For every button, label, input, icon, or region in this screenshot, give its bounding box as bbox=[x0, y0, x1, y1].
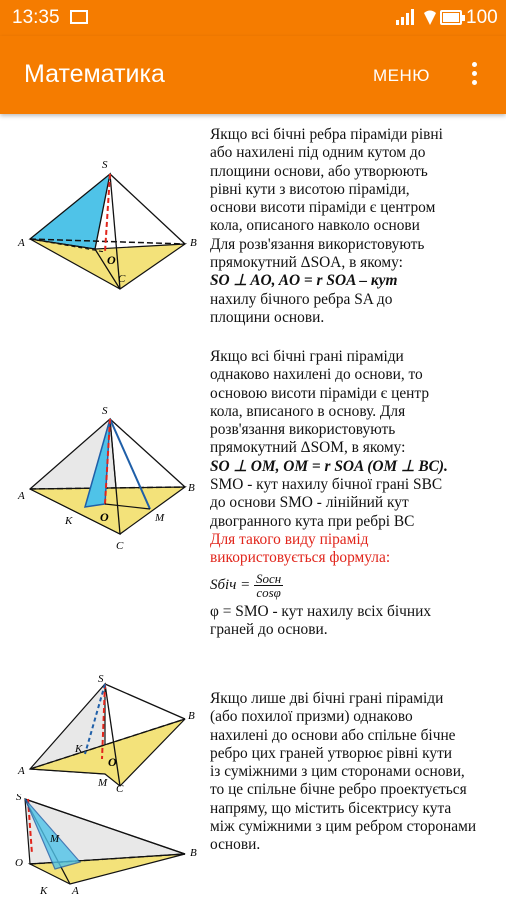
menu-button[interactable]: МЕНЮ bbox=[373, 66, 430, 85]
label-A: A bbox=[18, 765, 25, 777]
status-bar bbox=[0, 0, 506, 36]
label-S: S bbox=[102, 159, 108, 171]
label-A: A bbox=[18, 490, 25, 502]
label-K: K bbox=[75, 743, 83, 755]
label-S: S bbox=[16, 794, 22, 803]
label-S: S bbox=[102, 405, 108, 417]
label-K: K bbox=[65, 515, 73, 527]
status-time: 13:35 bbox=[12, 7, 60, 28]
text-block-3: Якщо лише дві бічні грані піраміди (або похилої призми) однаково нахилені до основи або спільне бічне ребро цих граней утворює рівні кути із суміжними з цим сторонами основи, то це спільне бічне ребро проектується напряму, що містить бісектрису кута між суміжними з цим ребром сторонами основи. bbox=[210, 690, 477, 854]
area-formula: Sбіч = $\frac{\text{Sосн}}{\cos\varphi}$ bbox=[210, 570, 282, 600]
label-A: A bbox=[18, 237, 25, 249]
more-options-icon[interactable] bbox=[470, 62, 478, 88]
label-O: O bbox=[100, 510, 109, 524]
label-C: C bbox=[116, 540, 124, 552]
label-B: B bbox=[188, 710, 195, 722]
pyramid-figure-3 bbox=[10, 674, 210, 794]
image-notification-icon bbox=[70, 10, 88, 24]
formula-note: Для такого виду пірамід bbox=[210, 530, 369, 548]
battery-level: 100 bbox=[466, 7, 498, 28]
battery-icon bbox=[440, 10, 462, 25]
pyramid-figure-2 bbox=[10, 399, 210, 559]
signal-icon bbox=[395, 8, 417, 26]
app-bar bbox=[0, 36, 506, 114]
label-M: M bbox=[98, 777, 108, 789]
label-C: C bbox=[116, 783, 124, 794]
label-B: B bbox=[188, 482, 195, 494]
label-S: S bbox=[98, 674, 104, 685]
label-A: A bbox=[72, 885, 79, 897]
text-block-1: Якщо всі бічні ребра піраміди рівні або нахилені під одним кутом до площини основи, або утворюють рівні кути з висотою піраміди, основи висоти піраміди є центром кола, описаного навколо основи Для розв'язання використовують прямокутний ΔSOA, в якому: SO ⊥ AO, AO = r SOA – кут нахилу бічного ребра SA до площини основи. bbox=[210, 126, 443, 326]
label-B: B bbox=[190, 847, 197, 859]
text-block-2: Якщо всі бічні грані піраміди однаково нахилені до основи, то основою висоти піраміди є центр кола, вписаного в основу. Для розв'язання використовують прямокутний ΔSOM, в якому: SO ⊥ OM, OM = r SOA (OM ⊥ BC). SMO - кут нахилу бічної грані SBC до основи SMO - лінійний кут двогранного кута при ребрі BC Для такого виду пірамід використовується формула: Sбіч = $\frac{\text{Sосн}}{\cos\varphi}$ φ = SMO - кут нахилу всіх бічних граней до основи. bbox=[210, 348, 504, 639]
app-title: Математика bbox=[24, 60, 165, 88]
label-K: K bbox=[40, 885, 48, 897]
pyramid-figure-4 bbox=[10, 794, 210, 900]
content-area bbox=[0, 114, 506, 900]
label-O: O bbox=[108, 755, 117, 769]
pyramid-figure-1 bbox=[10, 144, 210, 294]
wifi-icon bbox=[423, 8, 437, 26]
label-B: B bbox=[190, 237, 197, 249]
label-C: C bbox=[118, 273, 126, 285]
label-M: M bbox=[155, 512, 165, 524]
label-M: M bbox=[50, 833, 60, 845]
label-O: O bbox=[15, 857, 23, 869]
label-O: O bbox=[107, 253, 116, 267]
